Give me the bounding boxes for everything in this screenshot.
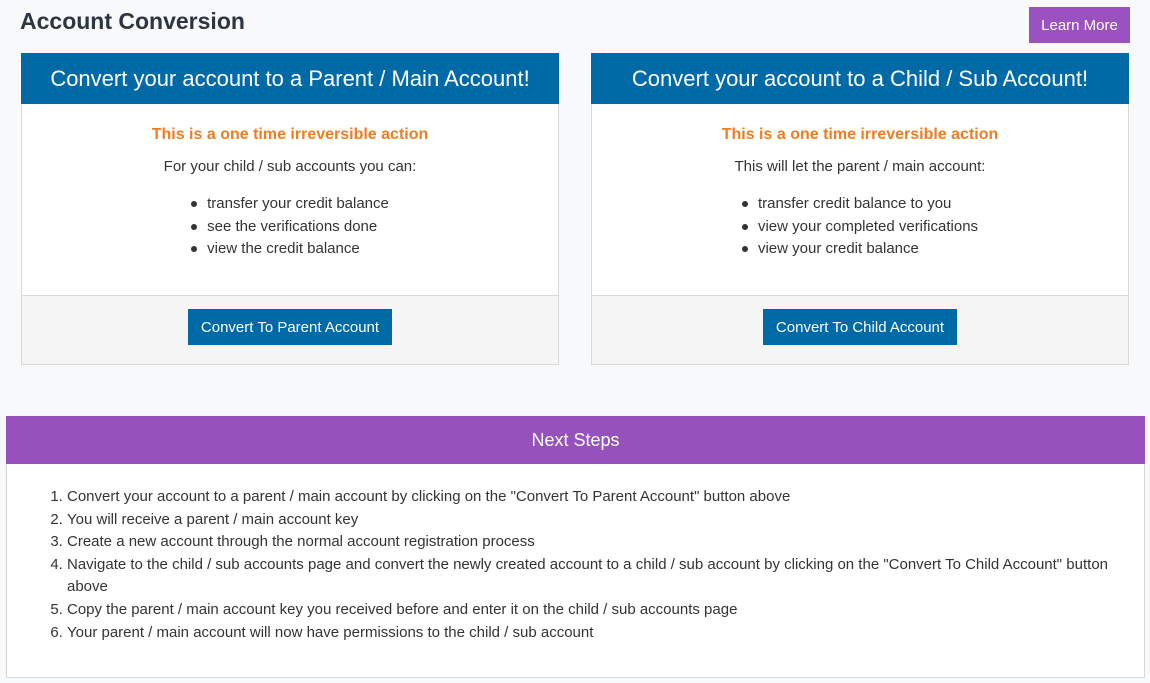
child-warning-text: This is a one time irreversible action (721, 126, 999, 143)
learn-more-button[interactable]: Learn More (1029, 7, 1130, 43)
page-title: Account Conversion (20, 8, 245, 34)
parent-card-header: Convert your account to a Parent / Main Account! (21, 53, 559, 104)
convert-to-parent-button[interactable]: Convert To Parent Account (188, 309, 392, 345)
list-item: transfer your credit balance (191, 193, 389, 216)
list-item: 5. Copy the parent / main account key you received before and enter it on the child / sub accounts page (67, 599, 1124, 622)
list-item: 6. Your parent / main account will now have permissions to the child / sub account (67, 622, 1124, 645)
child-permissions-list (742, 193, 978, 261)
child-card-footer (592, 295, 1128, 364)
child-intro-text: This will let the parent / main account: (734, 158, 986, 175)
parent-permissions-list (191, 193, 389, 261)
list-item: see the verifications done (191, 216, 389, 239)
list-item: 2. You will receive a parent / main account key (67, 509, 1124, 532)
list-item: view the credit balance (191, 238, 389, 261)
list-item: 3. Create a new account through the normal account registration process (67, 531, 1124, 554)
list-item: view your credit balance (742, 238, 978, 261)
list-item: transfer credit balance to you (742, 193, 978, 216)
parent-account-card (21, 53, 559, 365)
child-account-card (591, 53, 1129, 365)
parent-warning-text: This is a one time irreversible action (151, 126, 429, 143)
list-item: 1. Convert your account to a parent / main account by clicking on the "Convert To Parent Account" button above (67, 486, 1124, 509)
parent-card-body (22, 104, 558, 296)
list-item: view your completed verifications (742, 216, 978, 239)
parent-intro-text: For your child / sub accounts you can: (163, 158, 417, 175)
convert-to-child-button[interactable]: Convert To Child Account (763, 309, 957, 345)
next-steps-panel (6, 416, 1145, 678)
child-card-body (592, 104, 1128, 296)
child-card-header: Convert your account to a Child / Sub Account! (591, 53, 1129, 104)
next-steps-list (7, 486, 1124, 644)
parent-card-footer (22, 295, 558, 364)
next-steps-header: Next Steps (6, 416, 1145, 464)
list-item: 4. Navigate to the child / sub accounts page and convert the newly created account to a child / sub account by clicking on the "Convert To Child Account" button above (67, 554, 1124, 599)
